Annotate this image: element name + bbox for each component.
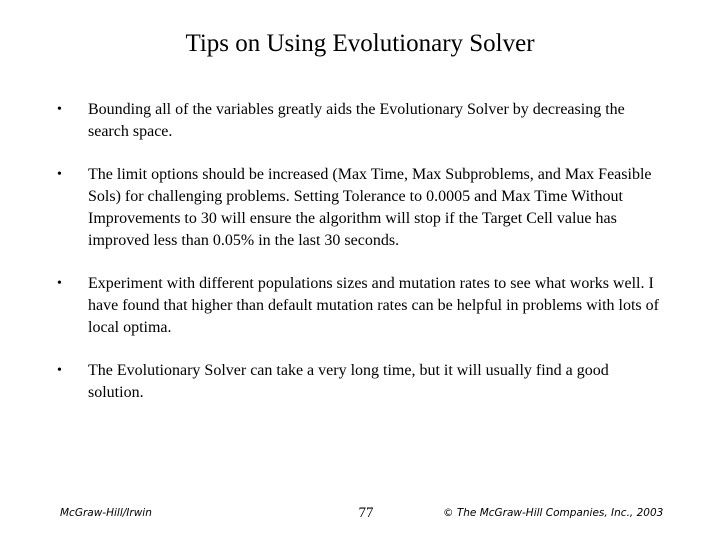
bullet-item — [57, 164, 667, 252]
bullet-text: Bounding all of the variables greatly aids the Evolutionary Solver by decreasing the search space. — [88, 101, 625, 140]
bullet-dot-icon: • — [57, 363, 62, 378]
page-number: 77 — [358, 505, 374, 521]
bullet-item — [57, 360, 667, 404]
bullet-dot-icon: • — [57, 276, 62, 291]
bullet-dot-icon: • — [57, 102, 62, 117]
footer-copyright: © The McGraw-Hill Companies, Inc., 2003 — [443, 507, 664, 519]
bullet-dot-icon: • — [57, 167, 62, 182]
bullet-list — [57, 99, 667, 425]
bullet-text: The limit options should be increased (Max Time, Max Subproblems, and Max Feasible Sols) for challenging problems. Setting Tolerance to 0.0005 and Max Time Without Improvements to 30 will ensure the algorithm will stop if the Target Cell value has improved less than 0.05% in the last 30 seconds. — [88, 166, 652, 249]
bullet-text: The Evolutionary Solver can take a very long time, but it will usually find a good solution. — [88, 362, 609, 401]
bullet-item — [57, 99, 667, 143]
bullet-item — [57, 273, 667, 339]
footer-publisher: McGraw-Hill/Irwin — [60, 507, 152, 519]
bullet-text: Experiment with different populations sizes and mutation rates to see what works well. I have found that higher than default mutation rates can be helpful in problems with lots of local optima. — [88, 275, 659, 336]
slide-title: Tips on Using Evolutionary Solver — [185, 30, 535, 57]
